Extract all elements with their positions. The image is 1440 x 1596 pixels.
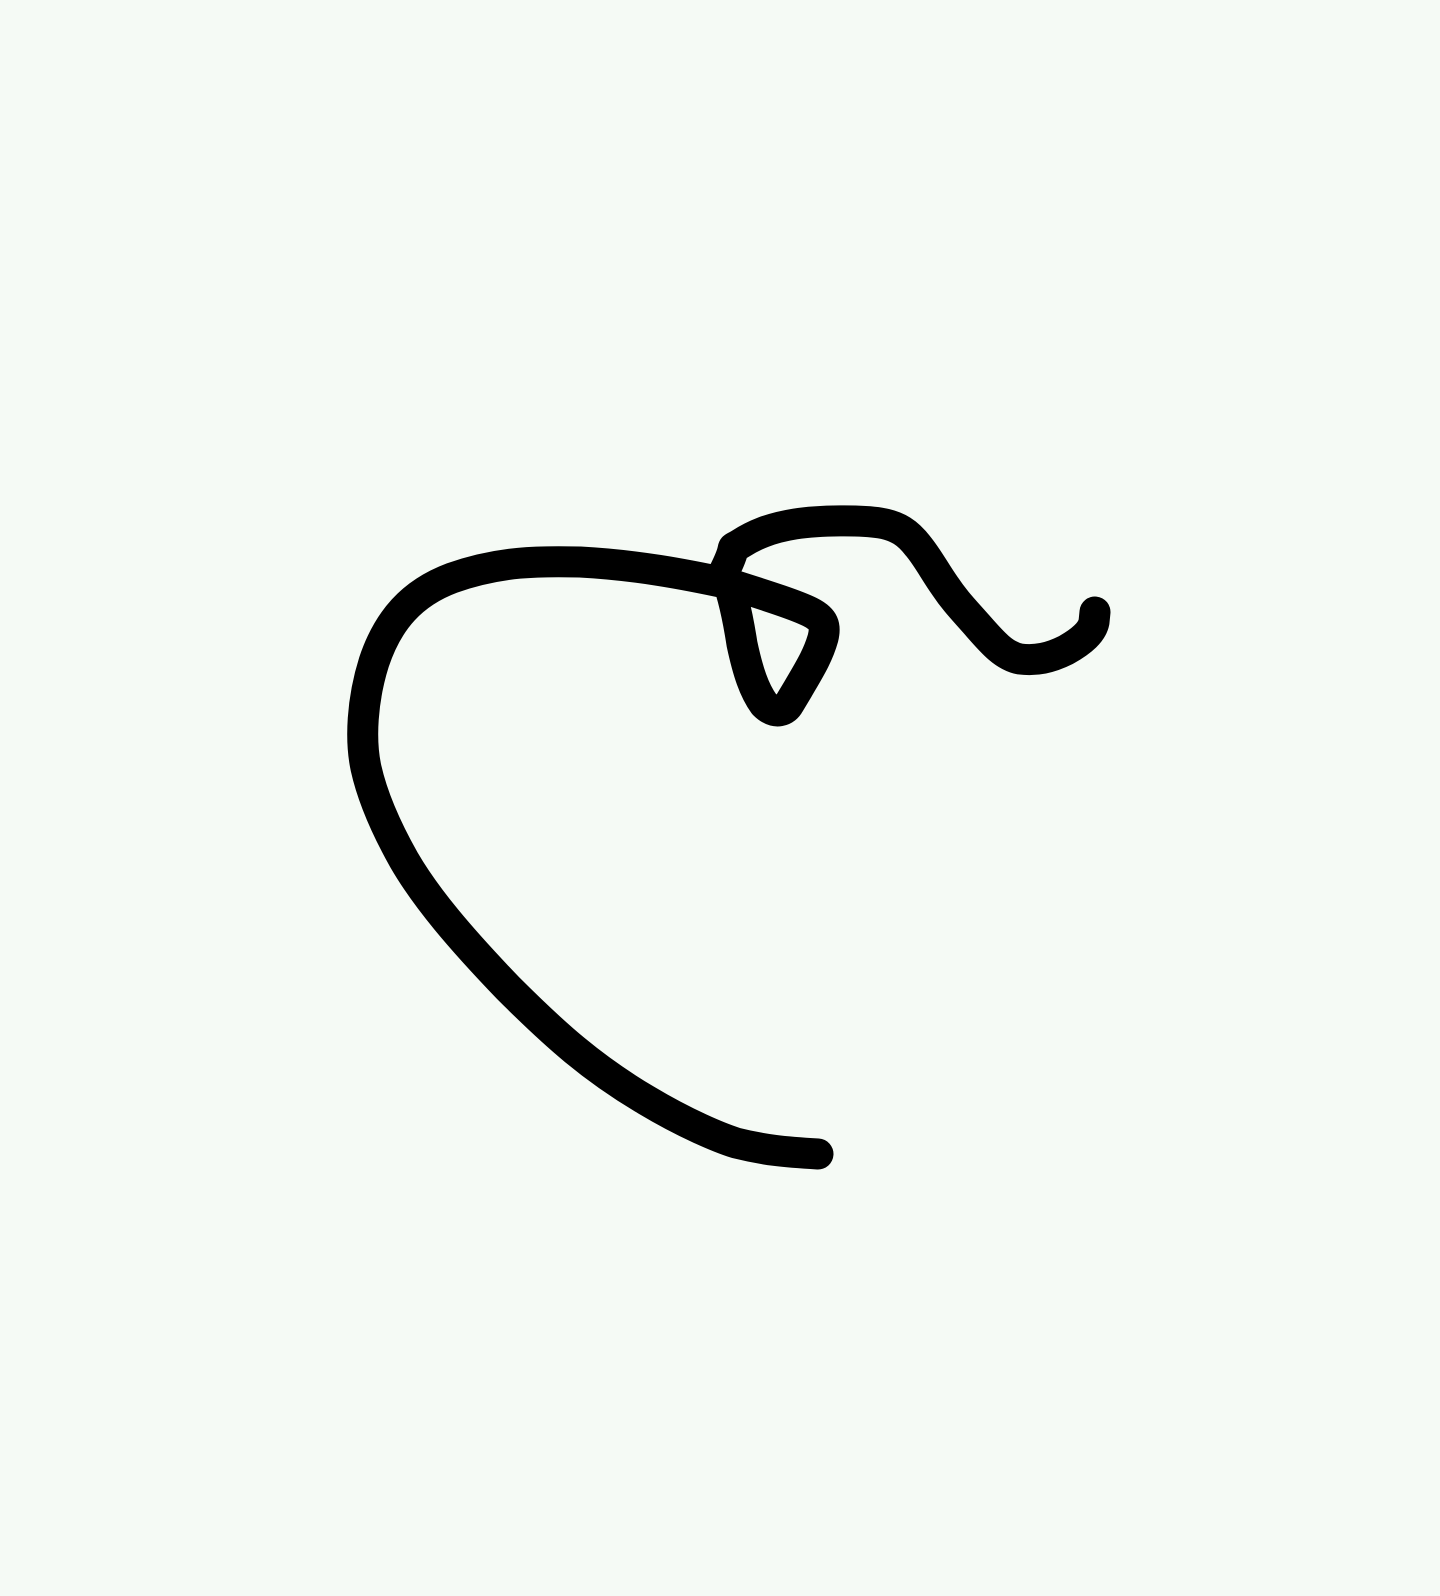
freehand-stroke bbox=[363, 521, 1095, 1154]
